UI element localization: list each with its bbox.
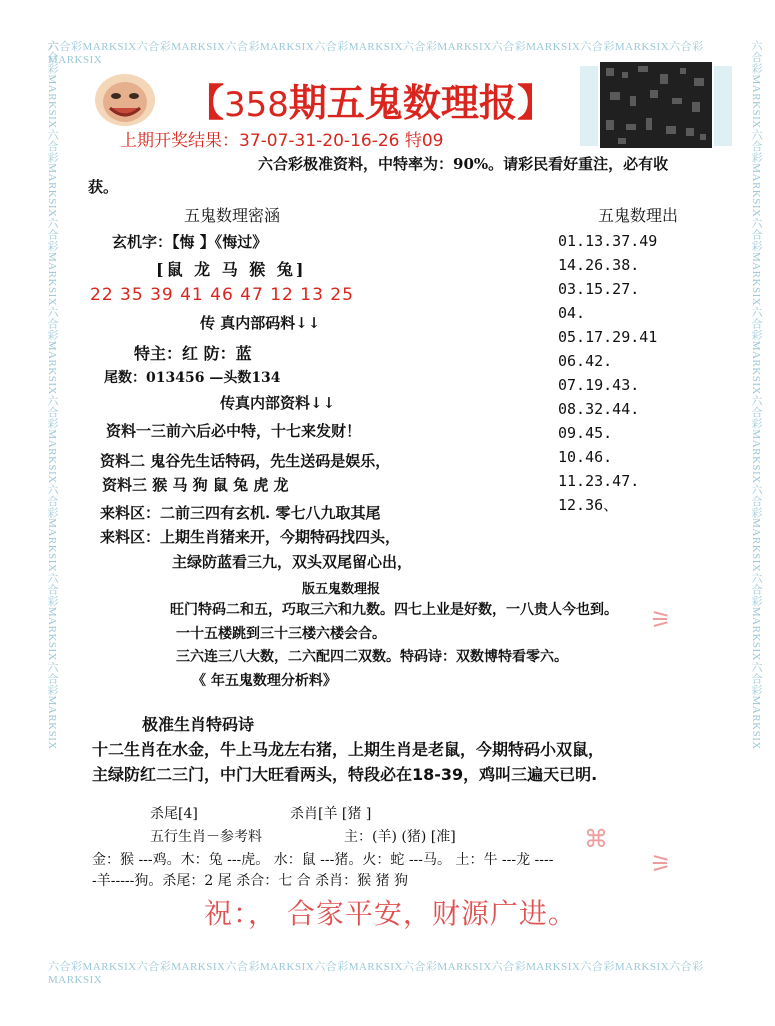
bottom-border-watermark: 六合彩MARKSIX六合彩MARKSIX六合彩MARKSIX六合彩MARKSIX六合彩MARKSIX六合彩MARKSIX六合彩MARKSIX六合彩MARKSIX	[48, 961, 704, 986]
main-zodiac: 主：(羊) (猪) [准]	[344, 829, 456, 845]
qr-code-image	[600, 62, 712, 148]
data-line-1: 资料一三前六后必中特，十七来发财！	[106, 422, 362, 440]
intro-line-2: 获。	[88, 178, 119, 196]
fax-heading-2: 传真内部资料↓↓	[220, 394, 336, 412]
left-heading: 五鬼数理密涵	[184, 206, 281, 225]
number-row: 14.26.38.	[558, 256, 640, 274]
source-line-3: 主绿防蓝看三九，双头双尾留心出，	[172, 553, 413, 571]
right-heading: 五鬼数理出	[598, 206, 679, 225]
kill-tail: 杀尾[4]	[150, 806, 198, 822]
top-border-watermark: 六合彩MARKSIX六合彩MARKSIX六合彩MARKSIX六合彩MARKSIX六合彩MARKSIX六合彩MARKSIX六合彩MARKSIX六合彩MARKSIX	[48, 41, 704, 66]
mascot-face-icon	[92, 72, 158, 128]
number-row: 08.32.44.	[558, 400, 640, 418]
fax-heading-1: 传 真内部码料↓↓	[200, 314, 321, 332]
last-result: 上期开奖结果：37-07-31-20-16-26 特09	[120, 131, 444, 151]
qr-side-watermark-right	[714, 66, 732, 146]
cut-heading: 版五鬼数理报	[302, 582, 381, 597]
poem-line-2: 主绿防红二三门，中门大旺看两头，特段必在18-39，鸡叫三遍天已明.	[92, 765, 598, 784]
number-row: 06.42.	[558, 352, 613, 370]
qr-side-watermark	[580, 66, 598, 146]
tail-head-numbers: 尾数：013456 —头数134	[104, 370, 281, 386]
number-row: 09.45.	[558, 424, 613, 442]
red-stamp-mark: ⚞	[650, 606, 672, 634]
number-row: 10.46.	[558, 448, 613, 466]
analysis-title: 《 年五鬼数理分析料》	[192, 673, 337, 689]
poem-line-1: 十二生肖在水金，牛上马龙左右猪，上期生肖是老鼠，今期特码小双鼠，	[92, 740, 605, 759]
kill-zodiac: 杀肖[羊 [猪 ]	[290, 806, 372, 822]
number-row: 04.	[558, 304, 586, 322]
page-title: 【358期五鬼数理报】	[186, 81, 555, 125]
source-line-1: 来料区：二前三四有玄机. 零七八九取其尾	[100, 504, 381, 522]
special-color: 特主：红 防：蓝	[134, 344, 252, 363]
middle-line-1: 旺门特码二和五，巧取三六和九数。四七上业是好数，一八贵人今也到。	[170, 602, 618, 618]
number-row: 01.13.37.49	[558, 232, 658, 250]
number-list: 22 35 39 41 46 47 12 13 25	[90, 285, 354, 305]
data-line-2: 资料二 鬼谷先生话特码，先生送码是娱乐，	[100, 452, 391, 470]
number-table	[558, 229, 657, 517]
intro-line-1: 六合彩极准资料，中特率为：90%。请彩民看好重注，必有收	[258, 155, 669, 173]
right-border-watermark: 六合彩MARKSIX六合彩MARKSIX六合彩MARKSIX六合彩MARKSIX六合彩MARKSIX六合彩MARKSIX六合彩MARKSIX六合彩MARKSIX	[750, 40, 762, 750]
data-line-3: 资料三 猴 马 狗 鼠 兔 虎 龙	[102, 476, 289, 494]
five-elements-line: 金：猴 ---鸡。木：兔 ---虎。 水：鼠 ---猪。火：蛇 ---马。 土：牛 ---龙 ----	[92, 852, 554, 868]
number-row: 07.19.43.	[558, 376, 640, 394]
blessing: 祝：， 合家平安，财源广进。	[204, 897, 577, 930]
five-elements-label: 五行生肖－参考料	[150, 829, 262, 845]
middle-line-2: 一十五楼跳到三十三楼六楼会合。	[176, 626, 386, 642]
number-row: 12.36、	[558, 496, 619, 514]
red-stamp-mark: ⚞	[650, 850, 672, 878]
number-row: 05.17.29.41	[558, 328, 658, 346]
source-line-2: 来料区：上期生肖猪来开，今期特码找四头，	[100, 528, 401, 546]
red-stamp-mark: ⌘	[584, 825, 608, 853]
five-elements-line-2: -羊-----狗。杀尾：2 尾 杀合：七 合 杀肖：猴 猪 狗	[92, 873, 408, 889]
left-border-watermark: 六合彩MARKSIX六合彩MARKSIX六合彩MARKSIX六合彩MARKSIX六合彩MARKSIX六合彩MARKSIX六合彩MARKSIX六合彩MARKSIX	[46, 40, 58, 750]
number-row: 11.23.47.	[558, 472, 640, 490]
middle-line-3: 三六连三八大数，二六配四二双数。特码诗：双数博特看零六。	[176, 649, 568, 665]
number-row: 03.15.27.	[558, 280, 640, 298]
poem-heading: 极准生肖特码诗	[142, 715, 255, 734]
zodiac-list: [鼠 龙 马 猴 兔]	[156, 260, 307, 279]
xuanji-text: 玄机字：【悔 】《悔过》	[112, 233, 268, 251]
